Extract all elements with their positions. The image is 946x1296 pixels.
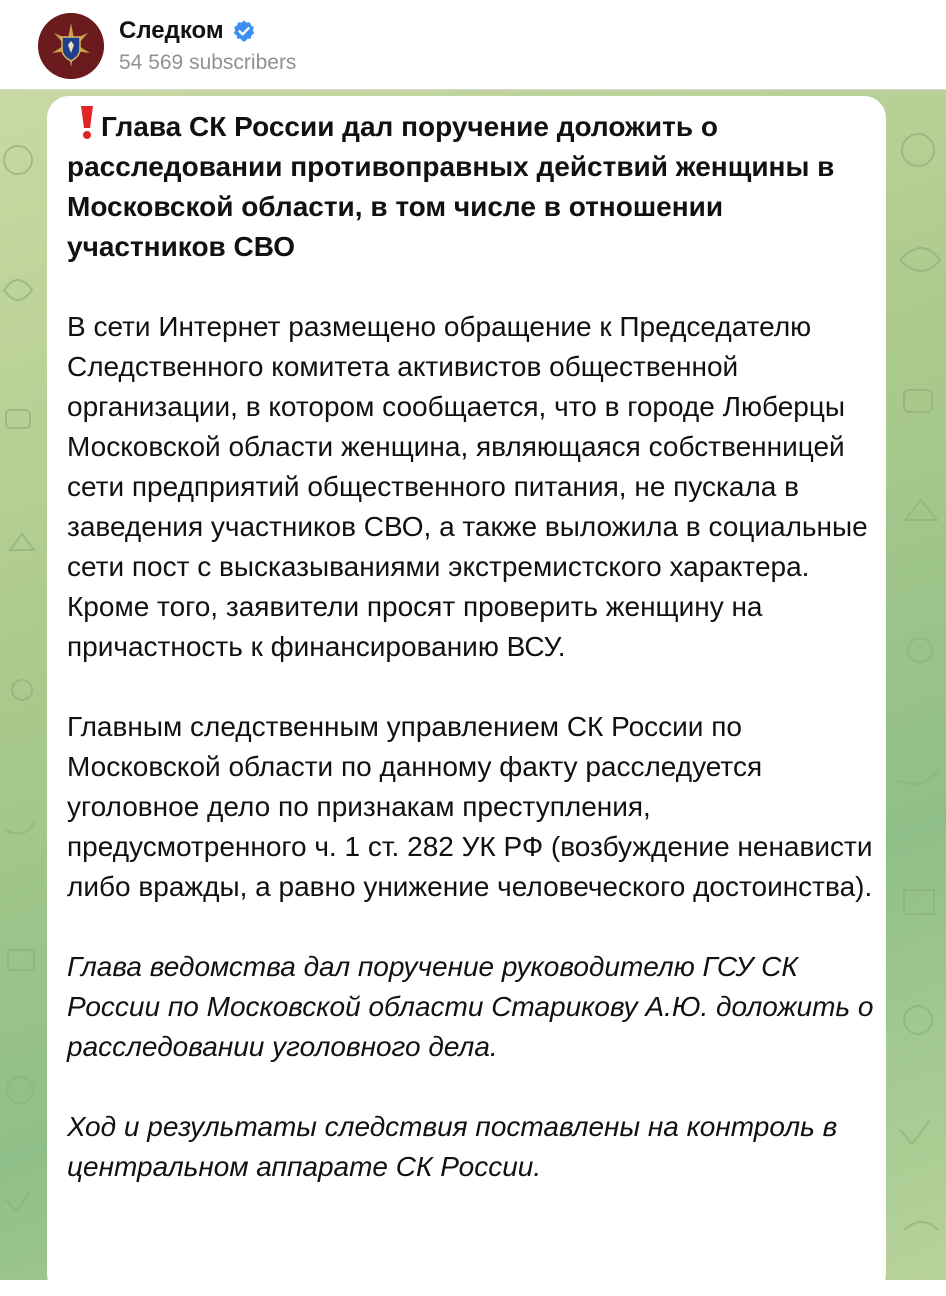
red-exclamation-icon	[77, 104, 97, 140]
verified-badge-icon	[232, 19, 256, 43]
channel-title-row	[119, 16, 256, 46]
post-paragraph: Главным следственным управлением СК России по Московской области по данному факту расследуется уголовное дело по признакам преступления, предусмотренного ч. 1 ст. 282 УК РФ (возбуждение ненависти либо вражды, а равно унижение человеческого достоинства).	[67, 711, 873, 902]
post-paragraph: В сети Интернет размещено обращение к Председателю Следственного комитета активистов общественной организации, в котором сообщается, что в городе Люберцы Московской области женщина, являющаяся собственницей сети предприятий общественного питания, не пускала в заведения участников СВО, а также выложила в социальные сети пост с высказываниями экстремистского характера. Кроме того, заявители просят проверить женщину на причастность к финансированию ВСУ.	[67, 311, 868, 662]
emblem-icon	[38, 13, 104, 79]
subscriber-count: 54 569 subscribers	[119, 51, 297, 74]
post-body	[67, 104, 875, 1187]
post-paragraph-italic: Ход и результаты следствия поставлены на контроль в центральном аппарате СК России.	[67, 1111, 838, 1182]
channel-avatar[interactable]	[38, 13, 104, 79]
headline-text: Глава СК России дал поручение доложить о расследовании противоправных действий женщины в Московской области, в том числе в отношении участников СВО	[67, 111, 835, 262]
post-paragraph-italic: Глава ведомства дал поручение руководителю ГСУ СК России по Московской области Старикову А.Ю. доложить о расследовании уголовного дела.	[67, 951, 874, 1062]
channel-header	[0, 0, 946, 90]
channel-name[interactable]: Следком	[119, 17, 224, 44]
post-headline	[67, 104, 875, 267]
